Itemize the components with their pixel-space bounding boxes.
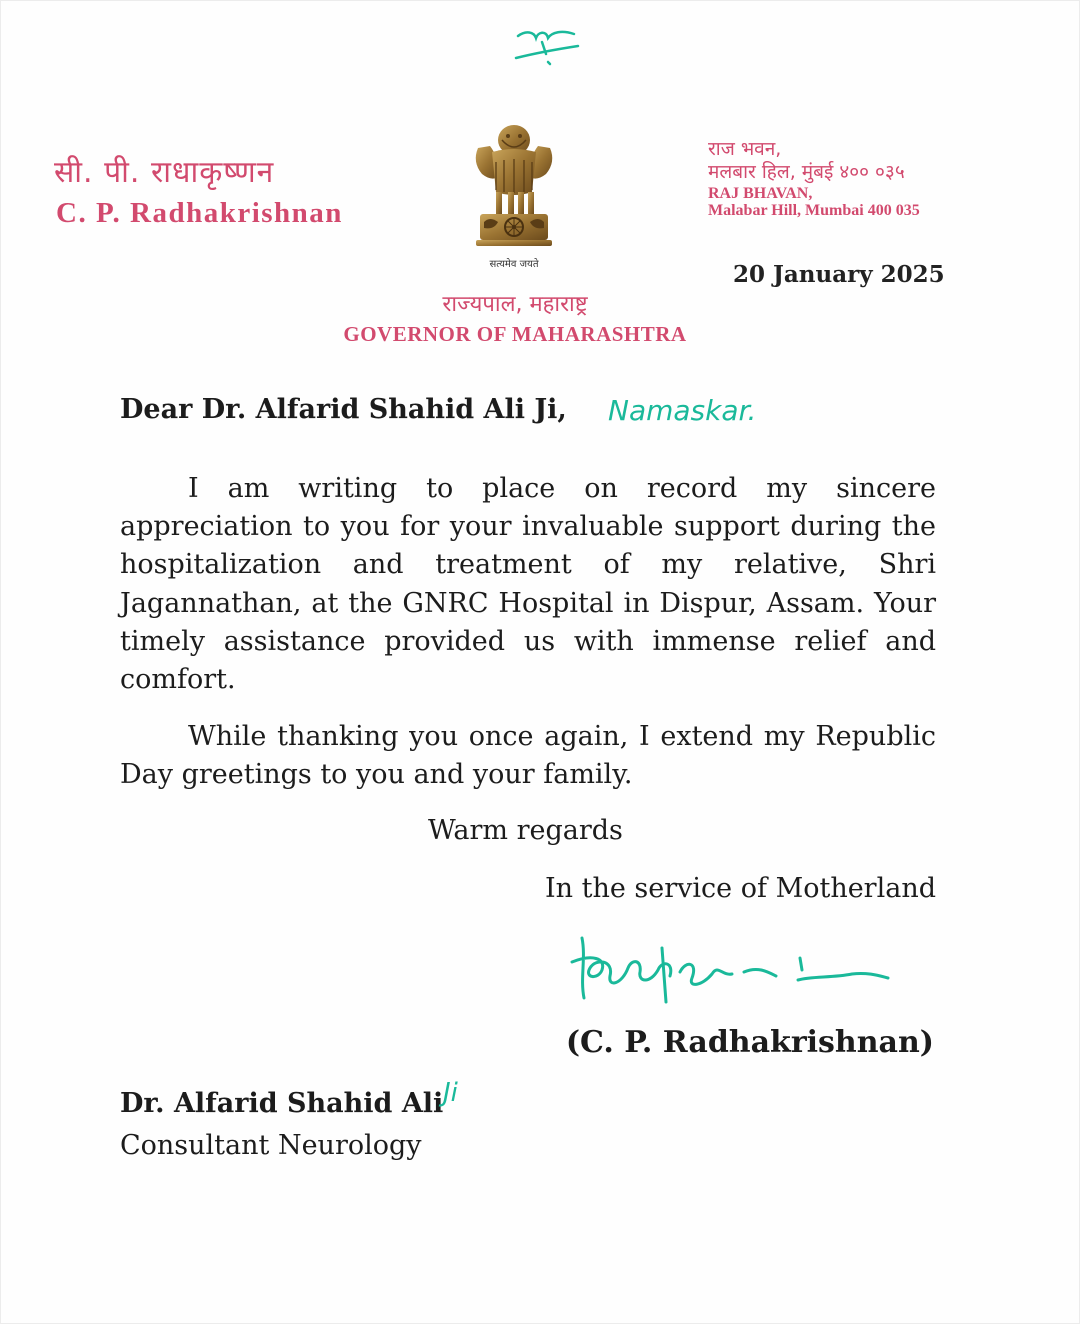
service-line: In the service of Motherland	[544, 873, 936, 904]
address-english-line1: RAJ BHAVAN,	[708, 184, 813, 202]
sender-name-hindi: सी. पी. राधाकृष्णन	[54, 155, 275, 190]
closing-regards: Warm regards	[428, 815, 623, 846]
address-hindi-line2: मलबार हिल, मुंबई ४०० ०३५	[708, 160, 905, 183]
ashoka-emblem-icon	[466, 118, 562, 260]
office-title-english: GOVERNOR OF MAHARASHTRA	[343, 322, 687, 346]
salutation: Dear Dr. Alfarid Shahid Ali Ji,	[120, 394, 567, 425]
handwritten-greeting: Namaskar.	[608, 394, 757, 427]
office-title-hindi: राज्यपाल, महाराष्ट्र	[442, 292, 588, 317]
address-english-line2: Malabar Hill, Mumbai 400 035	[708, 201, 920, 219]
body-paragraph-1: I am writing to place on record my sincere appreciation to you for your invaluable support during the hospitalization and treatment of my relative, Shri Jagannathan, at the GNRC Hospital in Dispur, Assam. Your timely assistance provided us with immense relief and comfort.	[120, 473, 936, 696]
handwritten-ji: Ji	[443, 1078, 458, 1108]
body-paragraph-2: While thanking you once again, I extend my Republic Day greetings to you and your family.	[120, 721, 936, 791]
emblem-motto: सत्यमेव जयते	[489, 259, 539, 270]
handwritten-initial-mark	[512, 24, 582, 66]
handwritten-signature	[562, 918, 892, 1013]
address-hindi-line1: राज भवन,	[708, 138, 782, 160]
letter-date: 20 January 2025	[733, 261, 945, 288]
recipient-designation: Consultant Neurology	[120, 1130, 422, 1161]
sender-address	[708, 140, 920, 219]
sender-name-english: C. P. Radhakrishnan	[56, 197, 343, 229]
signatory-name: (C. P. Radhakrishnan)	[565, 1025, 934, 1060]
recipient-name: Dr. Alfarid Shahid Ali	[120, 1088, 444, 1119]
